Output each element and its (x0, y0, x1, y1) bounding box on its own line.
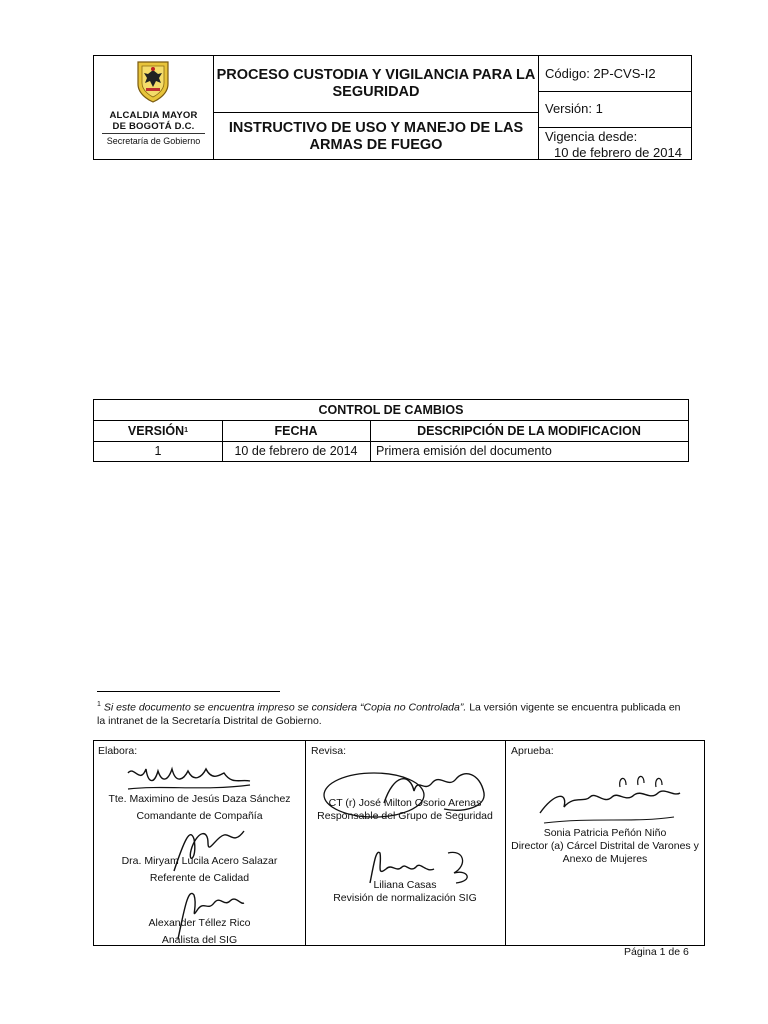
signer-name: Liliana Casas (373, 879, 437, 891)
row-version: 1 (154, 444, 162, 458)
divider (538, 127, 691, 128)
elabora-label: Elabora: (98, 745, 138, 757)
row-fecha: 10 de febrero de 2014 (234, 444, 358, 458)
validity-date: 10 de febrero de 2014 (554, 145, 682, 160)
divider (370, 420, 371, 461)
signer-role: Revisión de normalización SIG (333, 892, 477, 904)
footnote-text-2: intranet de la Secretaría Distrital de Gobierno. (108, 714, 322, 727)
logo-text-2: DE BOGOTÁ D.C. (112, 121, 195, 132)
footnote (97, 698, 691, 728)
divider (305, 741, 306, 945)
change-control-table (93, 399, 689, 462)
signer-role: Referente de Calidad (149, 872, 250, 884)
footnote-italic-text: Si este documento se encuentra impreso se considera “Copia no Controlada”. (103, 701, 467, 714)
code-field: Código: 2P-CVS-I2 (545, 66, 656, 81)
signatures-table (93, 740, 705, 946)
signer-role: Responsable del Grupo de Seguridad (317, 810, 493, 822)
signature-1-icon (124, 755, 254, 797)
footnote-separator (97, 691, 280, 692)
signer-name: CT (r) José Milton Osorio Arenas (328, 797, 482, 809)
divider (538, 56, 539, 159)
row-descripcion: Primera emisión del documento (376, 444, 552, 458)
signer-3 (94, 917, 305, 947)
page-number: Página 1 de 6 (624, 946, 689, 958)
logo-text-1: ALCALDIA MAYOR (109, 110, 198, 121)
signer-1 (94, 793, 305, 823)
coat-of-arms-icon (136, 60, 170, 104)
validity-label: Vigencia desde: (545, 129, 638, 144)
table-header-row (94, 420, 688, 441)
process-title: PROCESO CUSTODIA Y VIGILANCIA PARA LA SEGURIDAD (216, 67, 536, 100)
footnote-marker: 1 (97, 701, 101, 708)
signer-name: Sonia Patricia Peñón Niño (543, 827, 667, 839)
table-title-row (94, 400, 688, 420)
column-header-fecha: FECHA (274, 423, 318, 438)
signer-5 (305, 879, 505, 905)
signer-role: Comandante de Compañía (136, 810, 263, 822)
logo-line-3: Secretaría de Gobierno (106, 136, 201, 146)
revisa-label: Revisa: (311, 745, 347, 757)
divider (213, 112, 538, 113)
logo-line-1 (94, 110, 213, 132)
logo-divider (102, 133, 205, 134)
signer-role: Analista del SIG (161, 934, 238, 946)
divider (222, 420, 223, 461)
signer-name: Tte. Maximino de Jesús Daza Sánchez (108, 793, 291, 805)
column-header-descripcion: DESCRIPCIÓN DE LA MODIFICACION (417, 423, 641, 438)
column-header-version (94, 420, 222, 441)
signer-4 (305, 797, 505, 823)
document-title: INSTRUCTIVO DE USO Y MANEJO DE LAS ARMAS DE FUEGO (228, 120, 524, 153)
divider (538, 91, 691, 92)
aprueba-label: Aprueba: (511, 745, 554, 757)
signer-name: Dra. Miryam Lucila Acero Salazar (121, 855, 278, 867)
signer-6 (505, 827, 705, 866)
table-title: CONTROL DE CAMBIOS (318, 403, 464, 417)
footnote-marker: 1 (184, 427, 189, 434)
document-header-table (93, 55, 692, 160)
signer-role-continued: Anexo de Mujeres (562, 853, 648, 865)
logo (94, 56, 213, 159)
version-header-text: VERSIÓN (127, 423, 185, 438)
signer-role: Director (a) Cárcel Distrital de Varones y (511, 840, 699, 852)
signature-6-icon (534, 773, 684, 829)
footnote-text-1: La versión vigente se encuentra publicada en la (97, 701, 681, 727)
version-field: Versión: 1 (545, 101, 603, 116)
signer-name: Alexander Téllez Rico (148, 917, 251, 929)
table-row (94, 441, 688, 461)
